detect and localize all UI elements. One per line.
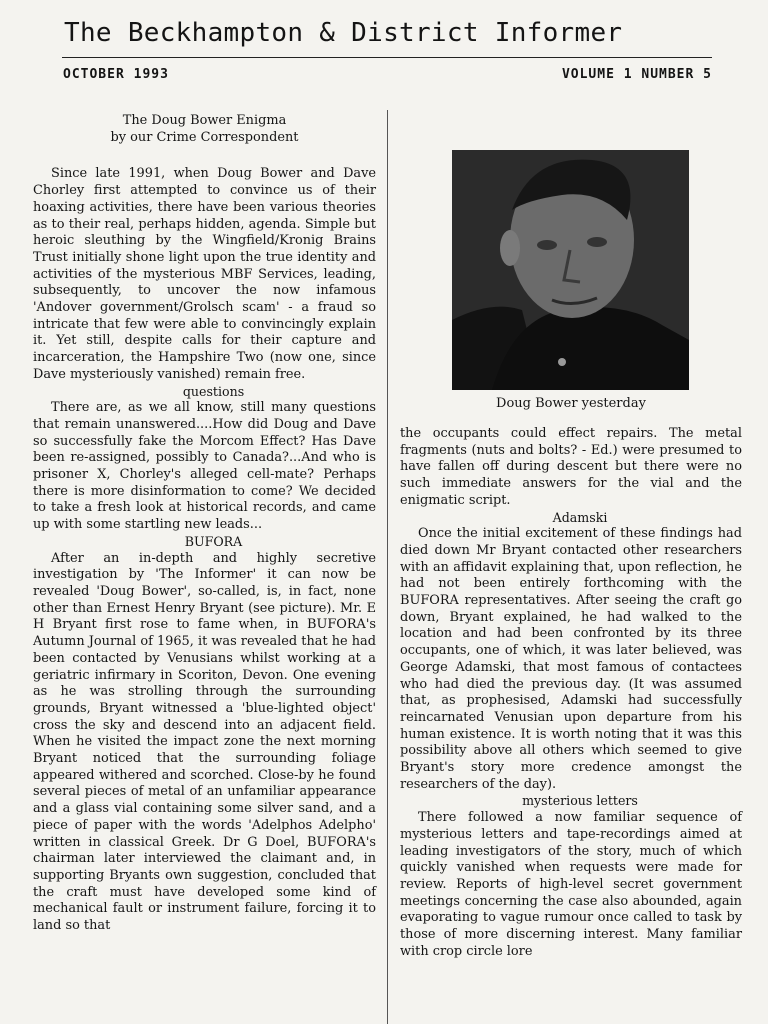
questions-paragraph: There are, as we all know, still many questions that remain unanswered....How did Doug and Dave so successfully fake the Morcom Effect? Has Dave been re-assigned, possibly to Canada?...And who is prisoner X, Chorley's alleged cell-mate? Perhaps there is more disinformation to come? We decided to take a fresh look at historical records, and came up with some startling new leads... [33,400,376,533]
issue-date: OCTOBER 1993 [63,67,169,82]
continued-paragraph: the occupants could effect repairs. The metal fragments (nuts and bolts? - Ed.) were presumed to have fallen off during descent but there were no such immediate answers for the vial and the enigmatic script. [400,426,742,508]
photo-caption: Doug Bower yesterday [496,396,646,411]
bufora-paragraph: After an in-depth and highly secretive investigation by 'The Informer' it can now be revealed 'Doug Bower', so-called, is, in fact, none other than Ernest Henry Bryant (see picture). Mr. E H Bryant first rose to fame when, in BUFORA's Autumn Journal of 1965, it was revealed that he had been contacted by Venusians whilst working at a geriatric infirmary in Scoriton, Devon. One evening as he was strolling through the surrounding grounds, Bryant witnessed a 'blue-lighted object' cross the sky and descend into an adjacent field. When he visited the impact zone the next morning Bryant noticed that the surrounding foliage appeared withered and scorched. Close-by he found several pieces of metal of an unfamiliar appearance and a glass vial containing some silver sand, and a piece of paper with the words 'Adelphos Adelpho' written in classical Greek. Dr G Doel, BUFORA's chairman later interviewed the claimant and, in supporting Bryants own suggestion, concluded that the craft must have developed some kind of mechanical fault or instrument failure, forcing it to land so that [33,550,376,934]
letters-paragraph: There followed a now familiar sequence of mysterious letters and tape-recordings aimed at leading investigators of the story, much of which quickly vanished when requests were made for review. Reports of high-level secret government meetings concerning the case also abounded, again evaporating to vague rumour once called to task by those of more discerning interest. Many familiar with crop circle lore [400,810,742,959]
section-heading-questions: questions [182,383,245,399]
adamski-paragraph: Once the initial excitement of these findings had died down Mr Bryant contacted other researchers with an affidavit explaining that, upon reflection, he had not been entirely forthcoming with the BUFORA representatives. After seeing the craft go down, Bryant explained, he had walked to the location and had been confronted by its three occupants, one of which, it was later believed, was George Adamski, that most famous of contactees who had died the previous day. (It was assumed that, as prophesised, Adamski had successfully reincarnated Venusian upon departure from his human existence. It is worth noting that it was this possibility above all others which seemed to give Bryant's story more credence amongst the researchers of the day). [400,526,742,792]
section-heading-adamski: Adamski [552,509,608,525]
column-divider [387,110,388,1024]
newspaper-title: The Beckhampton & District Informer [64,18,623,48]
section-heading-bufora: BUFORA [184,533,243,549]
portrait-image [452,150,689,390]
portrait-photo [452,150,689,390]
intro-paragraph: Since late 1991, when Doug Bower and Dave Chorley first attempted to convince us of their hoaxing activities, there have been various theories as to their real, perhaps hidden, agenda. Simple but heroic sleuthing by the Wingfield/Kronig Brains Trust initially shone light upon the true identity and activities of the mysterious MBF Services, leading, subsequently, to uncover the now infamous 'Andover government/Grolsch scam' - a fraud so intricate that few were able to convincingly explain it. Yet still, despite calls for their capture and incarceration, the Hampshire Two (now one, since Dave mysteriously vanished) remain free. [33,166,376,382]
right-column [400,426,742,961]
masthead-rule [62,57,712,58]
article-byline: by our Crime Correspondent [110,129,299,145]
left-column [33,113,376,935]
issue-number: VOLUME 1 NUMBER 5 [561,67,712,82]
section-heading-letters: mysterious letters [522,793,638,809]
article-headline: The Doug Bower Enigma [122,113,287,128]
